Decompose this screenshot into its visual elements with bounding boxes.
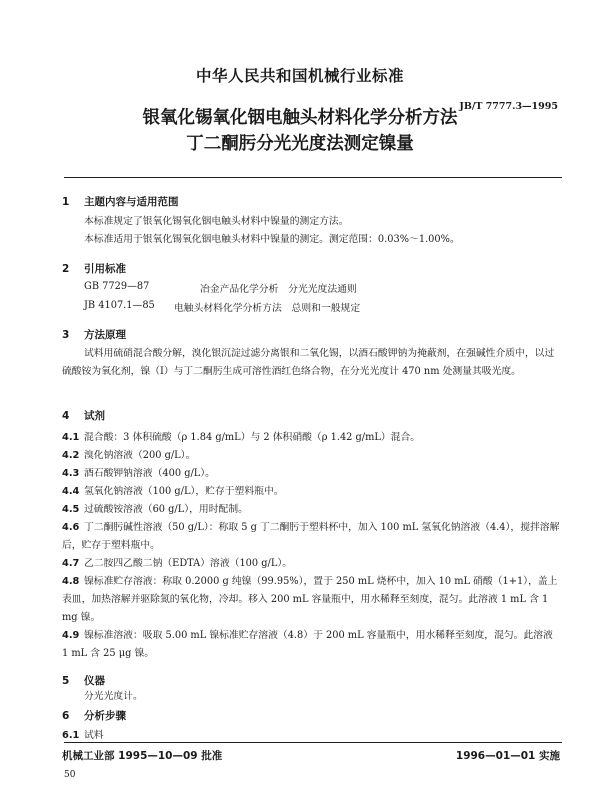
reagent-item [62,627,562,663]
section-5-paragraph: 分光光度计。 [84,691,143,702]
item-number: 4.6 [62,522,80,533]
standard-number: JB/T 7777.3—1995 [459,101,558,112]
item-number: 4.7 [62,558,80,569]
section-3-heading [62,327,126,342]
reagent-item [62,483,562,501]
section-1-heading [62,194,179,209]
section-title: 仪器 [84,675,105,687]
section-2-heading [62,261,126,276]
item-text: 镍标准贮存溶液：称取 0.2000 g 纯镍（99.95%），置于 250 mL 烧杯中，加入 10 mL 硝酸（1+1），盖上表皿，加热溶解并驱除氮的氧化物，冷却。移入 200 mL 容量瓶中，用水稀释至刻度，混匀。此溶液 1 mL 含 1 mg 镍。 [62,576,558,623]
section-6-heading [62,708,126,723]
item-number: 4.1 [62,432,80,443]
subsection-number: 6.1 [62,730,80,741]
item-number: 4.4 [62,486,80,497]
section-number: 6 [62,710,70,722]
issuing-organization: 中华人民共和国机械行业标准 [195,67,404,85]
reference-code-1: GB 7729—87 [84,281,150,292]
item-text: 氢氧化钠溶液（100 g/L），贮存于塑料瓶中。 [84,486,284,497]
item-number: 4.5 [62,504,80,515]
item-text: 混合酸：3 体积硫酸（ρ 1.84 g/mL）与 2 体积硝酸（ρ 1.42 g/mL）混合。 [84,432,421,443]
reference-title-1: 冶金产品化学分析 分光光度法通则 [200,284,357,295]
document-title-line1: 银氧化锡氧化铟电触头材料化学分析方法 [142,108,458,128]
reagent-item [62,429,562,447]
reagent-item [62,465,562,483]
item-number: 4.8 [62,576,80,587]
section-title: 分析步骤 [84,710,126,722]
section-1-paragraph-2: 本标准适用于银氧化锡氧化铟电触头材料中镍量的测定。测定范围：0.03%～1.00%。 [84,234,460,245]
section-title: 方法原理 [84,329,126,341]
reagent-item [62,447,562,465]
section-1-paragraph-1: 本标准规定了银氧化锡氧化铟电触头材料中镍量的测定方法。 [84,216,349,227]
document-title-line2: 丁二酮肟分光光度法测定镍量 [186,134,414,154]
item-number: 4.9 [62,630,80,641]
item-number: 4.3 [62,468,80,479]
reagent-item [62,555,562,573]
item-text: 过硫酸铵溶液（60 g/L），用时配制。 [84,504,248,515]
section-number: 3 [62,329,70,341]
reagent-item [62,573,562,627]
section-number: 1 [62,196,70,208]
reference-code-2: JB 4107.1—85 [84,300,155,311]
footer-rule [64,742,562,743]
page-number: 50 [64,770,76,780]
section-title: 主题内容与适用范围 [84,196,179,208]
item-text: 乙二胺四乙酸二钠（EDTA）溶液（100 g/L）。 [84,558,293,569]
section-5-heading [62,673,105,688]
header-rule [64,177,562,178]
approval-statement: 机械工业部 1995—10—09 批准 [62,750,223,762]
effective-date: 1996—01—01 实施 [455,750,560,762]
section-3-paragraph: 试料用硫硝混合酸分解，溴化银沉淀过滤分离银和二氧化锡，以酒石酸钾钠为掩蔽剂，在强碱性介质中，以过硫酸铵为氧化剂，镍（Ⅰ）与丁二酮肟生成可溶性酒红色络合物，在分光光度计 470 nm 处测量其吸光度。 [62,348,555,377]
item-text: 丁二酮肟碱性溶液（50 g/L）：称取 5 g 丁二酮肟于塑料杯中，加入 100 mL 氢氧化钠溶液（4.4），搅拌溶解后，贮存于塑料瓶中。 [62,522,560,551]
subsection-6-1 [62,727,104,741]
item-text: 酒石酸钾钠溶液（400 g/L）。 [84,468,215,479]
reagent-item [62,519,562,555]
item-text: 镍标准溶液：吸取 5.00 mL 镍标准贮存溶液（4.8）于 200 mL 容量瓶中，用水稀释至刻度，混匀。此溶液 1 mL 含 25 μg 镍。 [62,630,553,659]
item-number: 4.2 [62,450,80,461]
section-title: 引用标准 [84,263,126,275]
section-4-heading [62,408,105,423]
subsection-title: 试料 [84,730,104,741]
section-number: 4 [62,410,70,422]
section-title: 试剂 [84,410,105,422]
reference-title-2: 电触头材料化学分析方法 总则和一般规定 [174,303,361,314]
reagent-item [62,501,562,519]
section-number: 5 [62,675,70,687]
section-number: 2 [62,263,70,275]
item-text: 溴化钠溶液（200 g/L）。 [84,450,196,461]
